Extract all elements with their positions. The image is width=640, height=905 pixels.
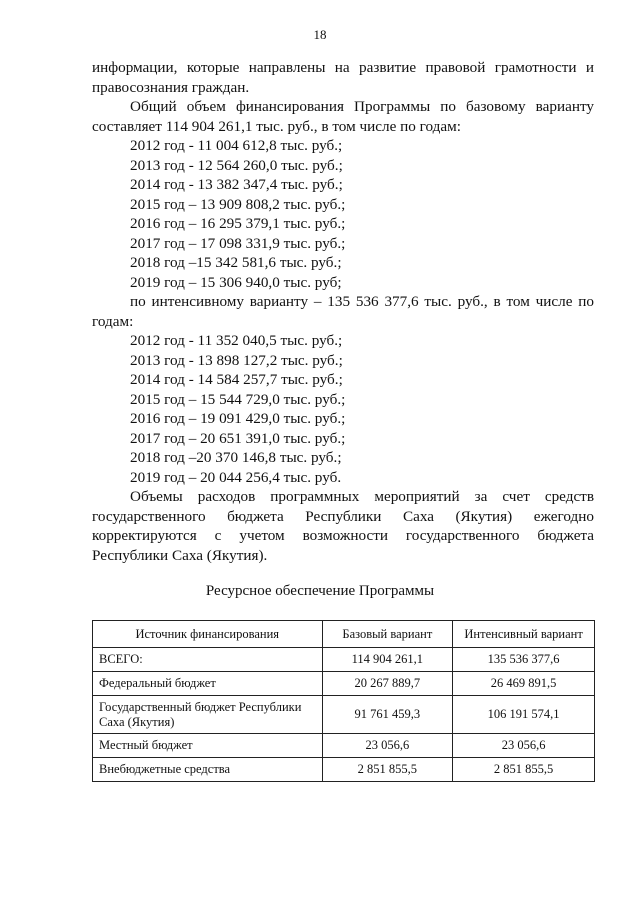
para1-line1: информации, которые направлены на развитие правовой грамотности и [92,59,594,76]
para4-line1: Объемы расходов программных мероприятий за счет средств [130,488,594,505]
header-source: Источник финансирования [93,621,323,648]
table-row [93,648,595,672]
cell-intensive: 26 469 891,5 [453,672,595,696]
base-year-item: 2014 год - 13 382 347,4 тыс. руб.; [130,176,343,193]
cell-base: 20 267 889,7 [322,672,453,696]
cell-intensive: 2 851 855,5 [453,758,595,782]
intensive-year-item: 2019 год – 20 044 256,4 тыс. руб. [130,468,342,486]
intensive-year-item: 2013 год - 13 898 127,2 тыс. руб.; [130,351,343,369]
cell-source: ВСЕГО: [93,648,323,672]
para2-line2: составляет 114 904 261,1 тыс. руб., в том числе по годам: [92,117,461,135]
page-number: 18 [313,27,327,42]
cell-base: 91 761 459,3 [322,696,453,734]
base-year-item: 2016 год – 16 295 379,1 тыс. руб.; [130,215,346,232]
header-intensive: Интенсивный вариант [453,621,595,648]
base-year-item: 2018 год –15 342 581,6 тыс. руб.; [130,254,342,271]
cell-source: Внебюджетные средства [93,758,323,782]
resource-table [92,620,595,782]
cell-base: 2 851 855,5 [322,758,453,782]
cell-base: 23 056,6 [322,734,453,758]
para4-line2: государственного бюджета Республики Саха (Якутия) ежегодно [92,507,594,525]
base-year-item: 2015 год – 13 909 808,2 тыс. руб.; [130,195,346,213]
intensive-year-item: 2018 год –20 370 146,8 тыс. руб.; [130,449,342,466]
table-row [93,734,595,758]
cell-intensive: 106 191 574,1 [453,696,595,734]
table-caption: Ресурсное обеспечение Программы [205,583,435,599]
para4-line3: корректируются с учетом возможности государственного бюджета [92,527,594,544]
table-row [93,696,595,734]
cell-intensive: 23 056,6 [453,734,595,758]
table-row [93,758,595,782]
base-year-item: 2012 год - 11 004 612,8 тыс. руб.; [130,137,343,154]
table-header-row [93,621,595,648]
cell-source: Государственный бюджет Республики Саха (Якутия) [93,696,323,734]
cell-intensive: 135 536 377,6 [453,648,595,672]
para3-line2: годам: [92,312,134,330]
intensive-year-item: 2014 год - 14 584 257,7 тыс. руб.; [130,371,343,388]
para2-line1: Общий объем финансирования Программы по базовому варианту [130,98,594,115]
base-year-item: 2017 год – 17 098 331,9 тыс. руб.; [130,234,346,252]
para1-line2: правосознания граждан. [92,78,250,96]
cell-source: Федеральный бюджет [93,672,323,696]
table-row [93,672,595,696]
intensive-year-item: 2017 год – 20 651 391,0 тыс. руб.; [130,429,346,447]
cell-source: Местный бюджет [93,734,323,758]
intensive-year-item: 2015 год – 15 544 729,0 тыс. руб.; [130,390,346,408]
base-year-item: 2013 год - 12 564 260,0 тыс. руб.; [130,156,343,174]
para3-line1: по интенсивному варианту – 135 536 377,6 тыс. руб., в том числе по [130,293,594,310]
cell-base: 114 904 261,1 [322,648,453,672]
header-base: Базовый вариант [322,621,453,648]
intensive-year-item: 2016 год – 19 091 429,0 тыс. руб.; [130,410,346,427]
intensive-year-item: 2012 год - 11 352 040,5 тыс. руб.; [130,332,343,349]
base-year-item: 2019 год – 15 306 940,0 тыс. руб; [130,273,342,291]
para4-line4: Республики Саха (Якутия). [92,546,268,564]
